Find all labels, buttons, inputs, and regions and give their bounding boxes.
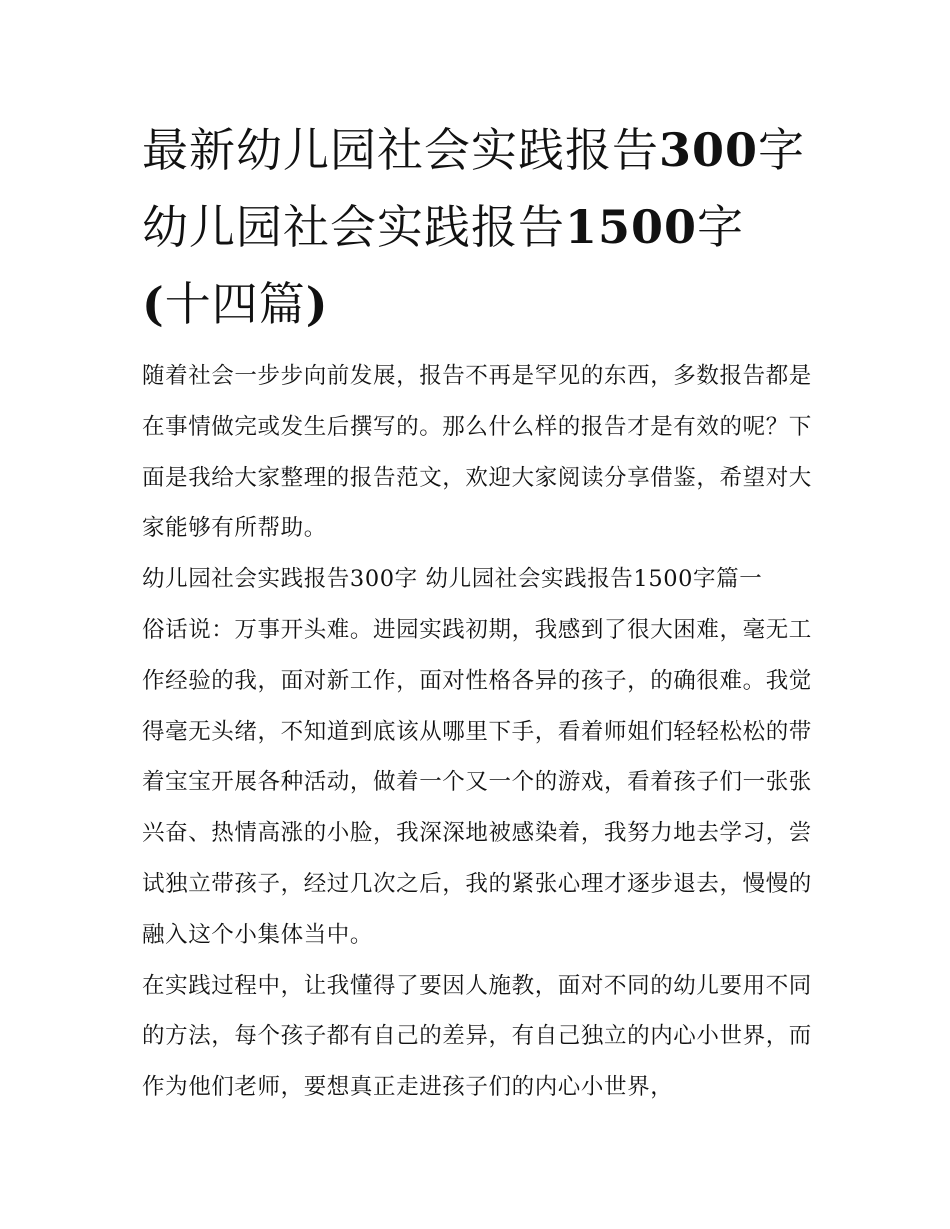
document-body xyxy=(142,112,812,1113)
body-paragraph: 俗话说：万事开头难。进园实践初期，我感到了很大困难，毫无工作经验的我，面对新工作，面对性格各异的孩子，的确很难。我觉得毫无头绪，不知道到底该从哪里下手，看着师姐们轻轻松松的带着宝宝开展各种活动，做着一个又一个的游戏，看着孩子们一张张兴奋、热情高涨的小脸，我深深地被感染着，我努力地去学习，尝试独立带孩子，经过几次之后，我的紧张心理才逐步退去，慢慢的融入这个小集体当中。 xyxy=(142,616,812,948)
document-title: 最新幼儿园社会实践报告300字 幼儿园社会实践报告1500字(十四篇) xyxy=(142,123,806,331)
intro-paragraph: 随着社会一步步向前发展，报告不再是罕见的东西，多数报告都是在事情做完或发生后撰写的。那么什么样的报告才是有效的呢？下面是我给大家整理的报告范文，欢迎大家阅读分享借鉴，希望对大家能够有所帮助。 xyxy=(142,363,812,542)
section-heading-paragraph: 幼儿园社会实践报告300字 幼儿园社会实践报告1500字篇一 xyxy=(142,566,763,593)
body-paragraph: 在实践过程中，让我懂得了要因人施教，面对不同的幼儿要用不同的方法，每个孩子都有自己的差异，有自己独立的内心小世界，而作为他们老师，要想真正走进孩子们的内心小世界， xyxy=(142,972,812,1101)
